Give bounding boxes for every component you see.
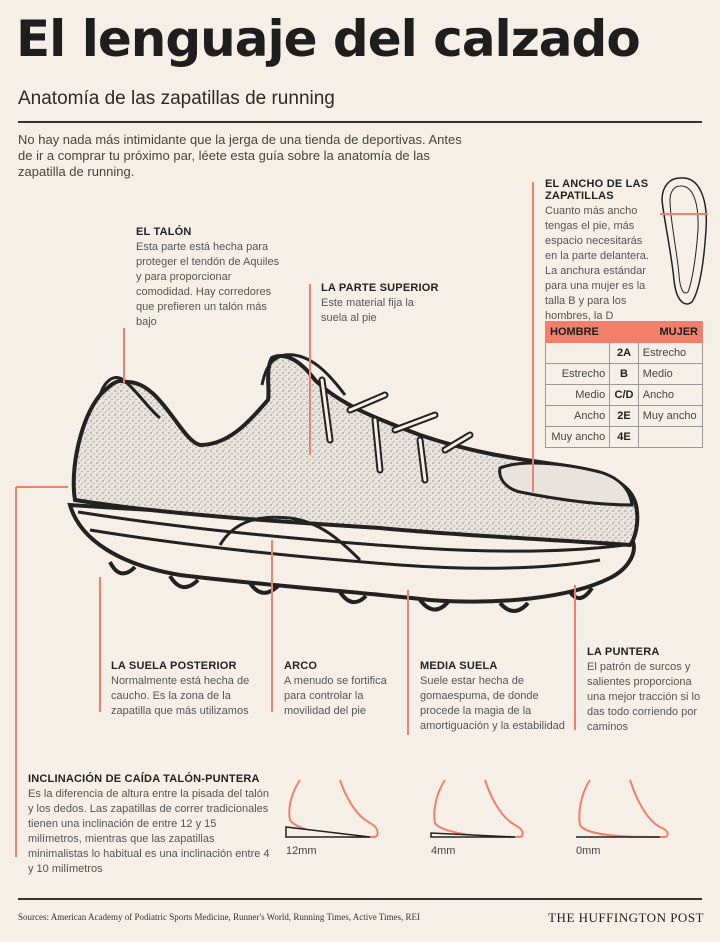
label-arco [284,660,394,719]
drop-label-12mm: 12mm [286,845,317,857]
label-media-suela-text: Suele estar hecha de gomaespuma, de donde procede la magia de la amortiguación y la estabilidad [420,675,565,732]
page-subtitle: Anatomía de las zapatillas de running [18,88,335,109]
label-inclinacion [28,773,273,877]
label-suela-posterior-text: Normalmente está hecha de caucho. Es la zona de la zapatilla que más utilizamos [111,675,250,717]
label-puntera-text: El patrón de surcos y salientes proporciona una mejor tracción si lo das todo corriendo por caminos [587,661,701,733]
label-talon-title: EL TALÓN [136,226,192,238]
width-women-cell: Ancho [638,385,702,406]
width-men-cell: Ancho [546,406,610,427]
page-title: El lenguaje del calzado [16,10,640,68]
width-code-cell: B [610,364,639,385]
drop-12mm-wedge [286,827,370,837]
width-code-cell: 4E [610,427,639,448]
label-ancho-title: EL ANCHO DE LAS ZAPATILLAS [545,178,649,202]
width-code-cell: 2E [610,406,639,427]
width-men-cell: Medio [546,385,610,406]
drop-illustrations [280,775,710,850]
footer-divider [18,898,702,900]
label-talon-text: Esta parte está hecha para proteger el tendón de Aquiles y para proporcionar comodidad. Hay corredores que prefieren un talón más bajo [136,241,280,328]
width-men-cell: Muy ancho [546,427,610,448]
drop-label-0mm: 0mm [576,845,601,857]
width-code-cell: C/D [610,385,639,406]
width-table-row [546,406,703,427]
label-superior-title: LA PARTE SUPERIOR [321,282,439,294]
width-women-cell [638,427,702,448]
footer-sources: Sources: American Academy of Podiatric Sports Medicine, Runner's World, Running Times, Active Times, REI [18,912,420,922]
label-puntera-title: LA PUNTERA [587,646,660,658]
width-men-cell: Estrecho [546,364,610,385]
width-table-header-women: MUJER [638,322,702,343]
width-women-cell: Muy ancho [638,406,702,427]
label-superior [321,282,441,326]
label-arco-title: ARCO [284,660,318,672]
width-table-header-men: HOMBRE [546,322,639,343]
width-women-cell: Estrecho [638,343,702,364]
width-women-cell: Medio [638,364,702,385]
label-puntera [587,646,707,735]
label-media-suela [420,660,570,734]
drop-0mm-foot-icon [579,780,667,837]
intro-text: No hay nada más intimidante que la jerga de una tienda de deportivas. Antes de ir a comprar tu próximo par, léete esta guía sobre la anatomía de las zapatilla de running. [18,132,462,179]
width-men-cell [546,343,610,364]
width-table-row [546,385,703,406]
label-suela-posterior [111,660,261,719]
drop-4mm-wedge [431,833,515,837]
width-table [545,321,703,448]
label-ancho [545,178,657,324]
drop-4mm-foot-icon [434,780,522,837]
label-suela-posterior-title: LA SUELA POSTERIOR [111,660,237,672]
width-code-cell: 2A [610,343,639,364]
foot-width-icon [660,178,708,304]
label-talon [136,226,286,330]
width-table-row [546,343,703,364]
label-arco-text: A menudo se fortifica para controlar la movilidad del pie [284,675,387,717]
label-ancho-text: Cuanto más ancho tengas el pie, más espacio necesitarás en la parte delantera. La anchura estándar para una mujer es la talla B y para los hombres, la D [545,205,649,322]
label-inclinacion-title: INCLINACIÓN DE CAÍDA TALÓN-PUNTERA [28,773,260,785]
drop-label-4mm: 4mm [431,845,456,857]
label-media-suela-title: MEDIA SUELA [420,660,498,672]
label-superior-text: Este material fija la suela al pie [321,297,414,324]
footer-brand-logo: THE HUFFINGTON POST [548,910,704,925]
width-table-row [546,427,703,448]
width-table-row [546,364,703,385]
label-inclinacion-text: Es la diferencia de altura entre la pisada del talón y los dedos. Las zapatillas de correr tradicionales tienen una inclinación de entre 12 y 15 milímetros, mientras que las zapatillas minimalistas lo habitual es una inclinación entre 4 y 10 milímetros [28,788,270,875]
